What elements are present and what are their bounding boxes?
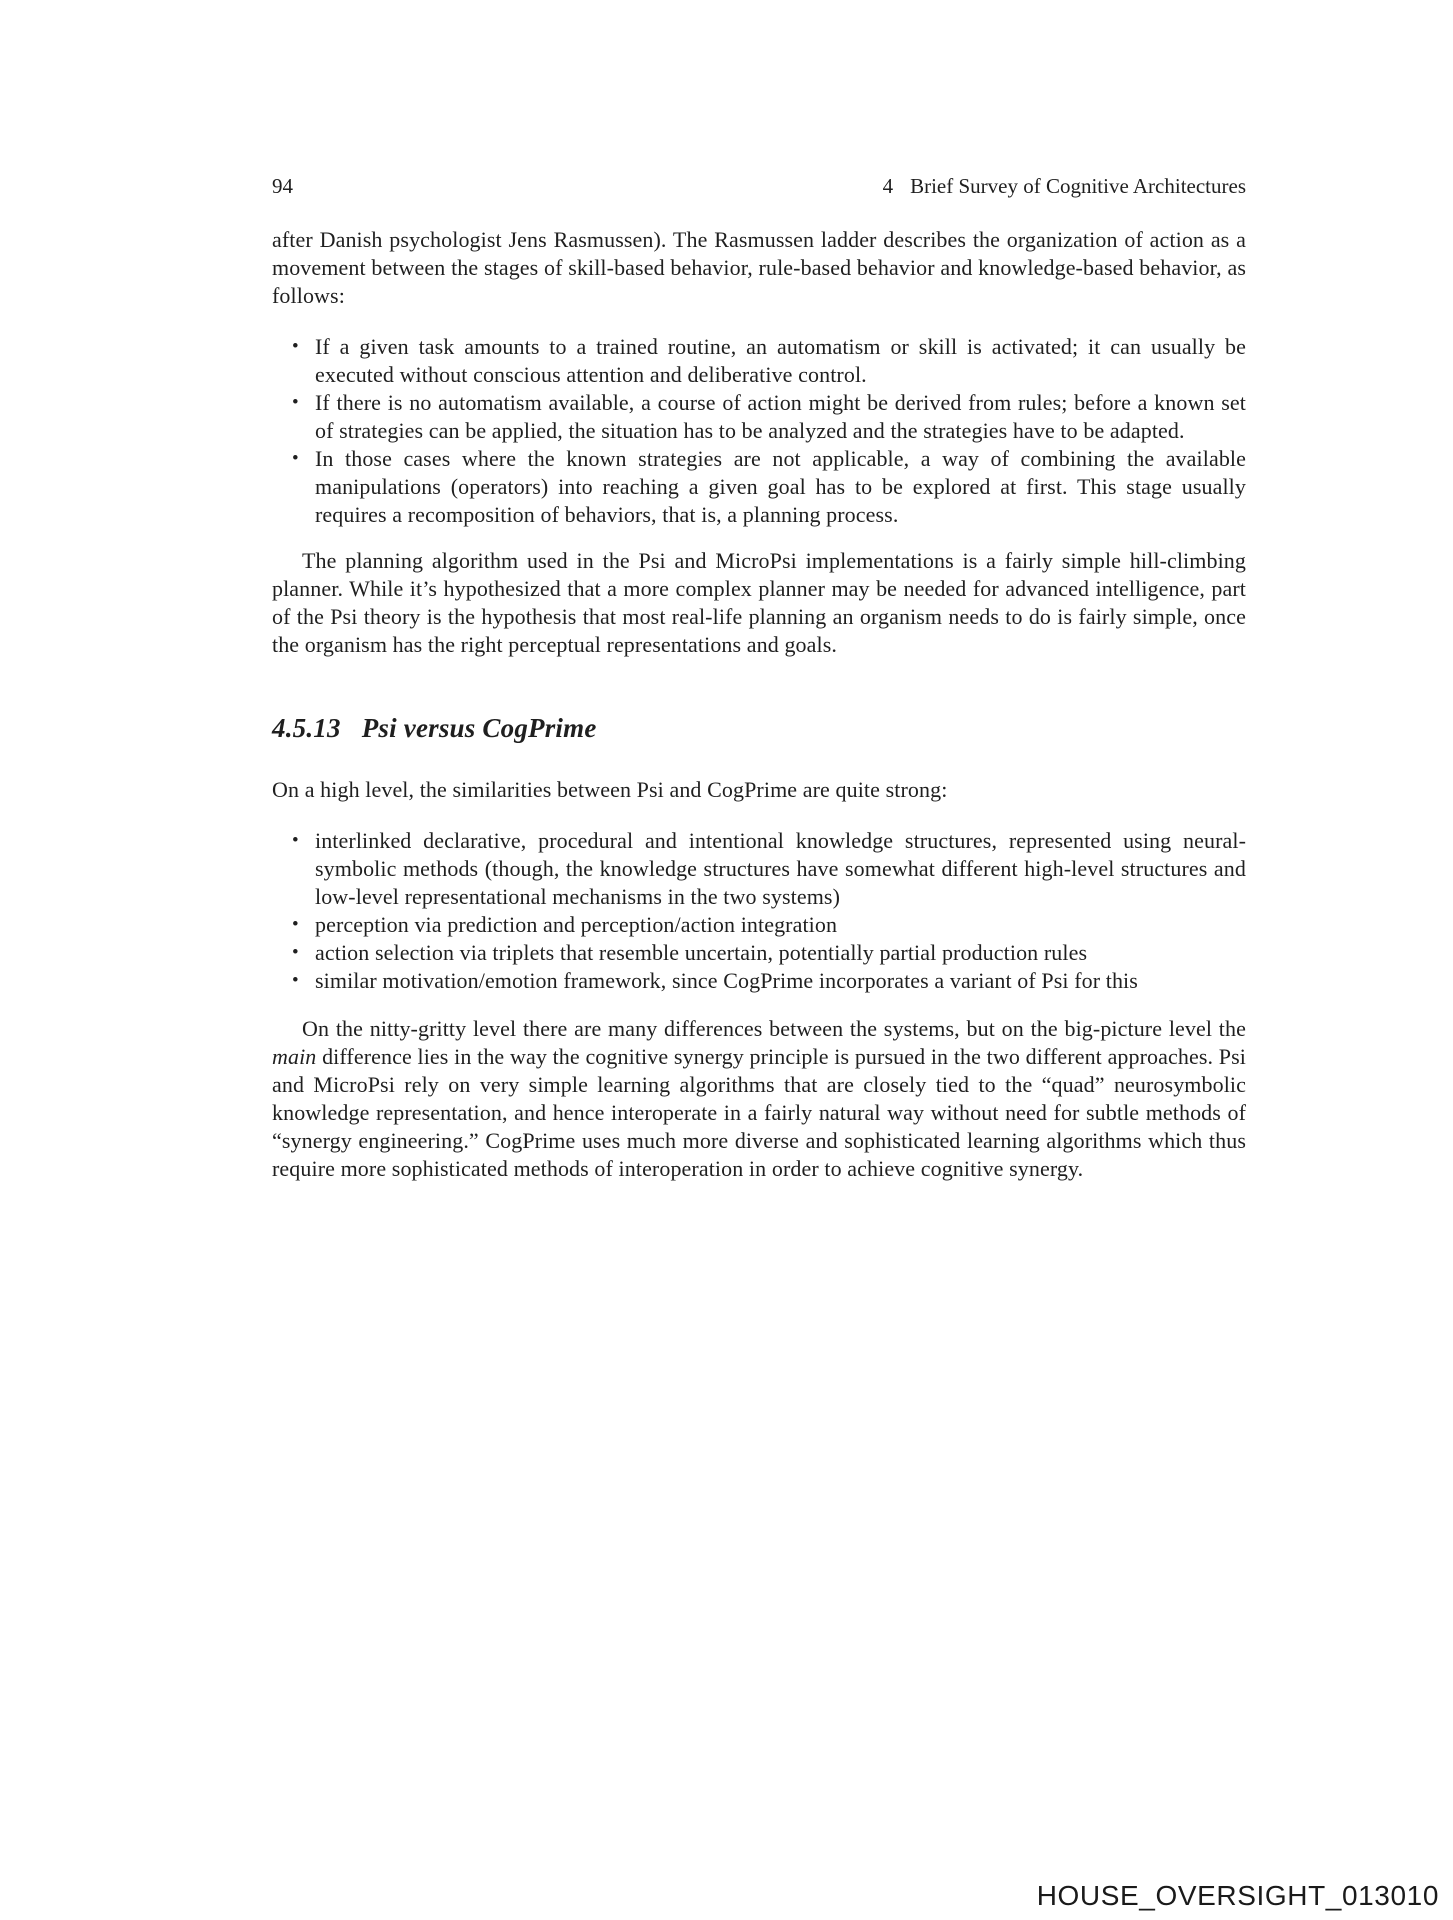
list-item bbox=[292, 967, 1246, 995]
comparison-text-after: difference lies in the way the cognitive synergy principle is pursued in the two different approaches. Psi and MicroPsi rely on very simple learning algorithms that are closely tied to the “quad” neurosymbolic knowledge representation, and hence interoperate in a fairly natural way without need for subtle methods of “synergy engineering.” CogPrime uses much more diverse and sophisticated learning algorithms which thus require more sophisticated methods of interoperation in order to achieve cognitive synergy. bbox=[272, 1044, 1246, 1181]
list-item bbox=[292, 445, 1246, 529]
emphasis-word: main bbox=[272, 1044, 317, 1069]
list-item-text: perception via prediction and perception/action integration bbox=[315, 912, 838, 937]
section-heading bbox=[272, 711, 1246, 745]
list-item-text: interlinked declarative, procedural and intentional knowledge structures, represented using neural-symbolic methods (though, the knowledge structures have somewhat different high-level structures and low-level representational mechanisms in the two systems) bbox=[315, 828, 1246, 909]
paragraph-section-intro: On a high level, the similarities between Psi and CogPrime are quite strong: bbox=[272, 777, 948, 802]
comparison-text-before: On the nitty-gritty level there are many differences between the systems, but on the big-picture level the bbox=[302, 1016, 1246, 1041]
bates-stamp: HOUSE_OVERSIGHT_013010 bbox=[1036, 1880, 1439, 1911]
bullet-icon: • bbox=[292, 336, 299, 357]
section-title: Psi versus CogPrime bbox=[361, 713, 597, 743]
running-header bbox=[883, 172, 1246, 200]
list-item bbox=[292, 939, 1246, 967]
chapter-number: 4 bbox=[882, 174, 894, 198]
bullet-icon: • bbox=[292, 942, 299, 963]
list-item bbox=[292, 389, 1246, 445]
list-item bbox=[292, 911, 1246, 939]
list-item-text: If there is no automatism available, a course of action might be derived from rules; before a known set of strategies can be applied, the situation has to be analyzed and the strategies have to be adapted. bbox=[315, 390, 1246, 443]
paragraph-planning: The planning algorithm used in the Psi and MicroPsi implementations is a fairly simple hill-climbing planner. While it’s hypothesized that a more complex planner may be needed for advanced intelligence, part of the Psi theory is the hypothesis that most real-life planning an organism needs to do is fairly simple, once the organism has the right perceptual representations and goals. bbox=[272, 548, 1246, 657]
text-column bbox=[272, 172, 1246, 1183]
list-item-text: If a given task amounts to a trained routine, an automatism or skill is activated; it can usually be executed without conscious attention and deliberative control. bbox=[315, 334, 1246, 387]
list-item-text: action selection via triplets that resemble uncertain, potentially partial production rules bbox=[315, 940, 1088, 965]
list-item-text: In those cases where the known strategies are not applicable, a way of combining the available manipulations (operators) into reaching a given goal has to be explored at first. This stage usually requires a recomposition of behaviors, that is, a planning process. bbox=[315, 446, 1246, 527]
paragraph-comparison bbox=[272, 1015, 1246, 1183]
rasmussen-list bbox=[272, 333, 1246, 529]
page-number: 94 bbox=[272, 174, 293, 198]
chapter-title: Brief Survey of Cognitive Architectures bbox=[910, 174, 1246, 198]
list-item bbox=[292, 827, 1246, 911]
bullet-icon: • bbox=[292, 970, 299, 991]
bullet-icon: • bbox=[292, 448, 299, 469]
bullet-icon: • bbox=[292, 830, 299, 851]
paragraph-rasmussen-intro: after Danish psychologist Jens Rasmussen). The Rasmussen ladder describes the organization of action as a movement between the stages of skill-based behavior, rule-based behavior and knowledge-based behavior, as follows: bbox=[272, 227, 1246, 308]
similarities-list bbox=[272, 827, 1246, 995]
list-item bbox=[292, 333, 1246, 389]
list-item-text: similar motivation/emotion framework, since CogPrime incorporates a variant of Psi for this bbox=[315, 968, 1138, 993]
bullet-icon: • bbox=[292, 392, 299, 413]
bullet-icon: • bbox=[292, 914, 299, 935]
page-header bbox=[272, 172, 1246, 200]
section-number: 4.5.13 bbox=[272, 713, 341, 743]
